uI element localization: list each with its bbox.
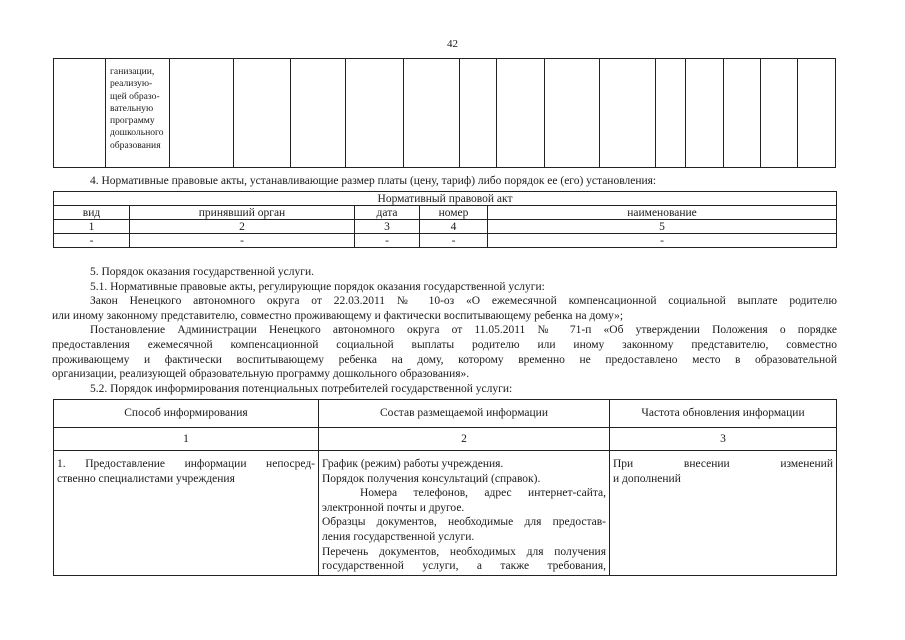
content-line: Порядок получения консультаций (справок). bbox=[322, 472, 541, 485]
table-cell: - bbox=[54, 234, 130, 248]
method-cell bbox=[54, 451, 319, 576]
page-number: 42 bbox=[447, 38, 458, 50]
frequency-line: и дополнений bbox=[613, 472, 681, 485]
col-header-authority: принявший орган bbox=[130, 206, 355, 220]
col-number: 3 bbox=[610, 428, 837, 451]
content-line: ления государственной услуги. bbox=[322, 530, 475, 543]
section5-block bbox=[52, 265, 837, 396]
section5-1-heading: 5.1. Нормативные правовые акты, регулирующие порядок оказания государственной услуги: bbox=[90, 280, 545, 293]
law2-line4: организации, реализующей образовательную программу дошкольного образования». bbox=[52, 368, 470, 381]
header-method: Способ информирования bbox=[54, 400, 319, 428]
col-header-type: вид bbox=[54, 206, 130, 220]
table-cell: - bbox=[355, 234, 420, 248]
col-number: 5 bbox=[488, 220, 837, 234]
acts-column-header-row bbox=[54, 206, 837, 220]
law2-line2: предоставления ежемесячной компенсационной социальной выплаты родителю или иному законному представителю, совместно bbox=[52, 338, 837, 351]
col-number: 3 bbox=[355, 220, 420, 234]
law1-line1: Закон Ненецкого автономного округа от 22.03.2011 № 10-оз «О ежемесячной компенсационной социальной выплате родителю bbox=[90, 295, 837, 308]
method-line: 1. Предоставление информации непосред- bbox=[57, 458, 315, 470]
informing-number-row bbox=[54, 428, 837, 451]
top-table-row bbox=[54, 59, 836, 168]
acts-group-header-row bbox=[54, 192, 837, 206]
col-number: 4 bbox=[420, 220, 488, 234]
section5-heading: 5. Порядок оказания государственной услуги. bbox=[90, 266, 314, 278]
col-number: 2 bbox=[319, 428, 610, 451]
col-header-date: дата bbox=[355, 206, 420, 220]
method-line: ственно специалистами учреждения bbox=[57, 472, 235, 485]
informing-table bbox=[53, 399, 837, 576]
acts-number-row bbox=[54, 220, 837, 234]
table-cell: - bbox=[488, 234, 837, 248]
frequency-cell bbox=[610, 451, 837, 576]
content-cell bbox=[319, 451, 610, 576]
header-frequency: Частота обновления информации bbox=[610, 400, 837, 428]
acts-group-header: Нормативный правовой акт bbox=[54, 192, 837, 206]
top-continuation-table bbox=[53, 58, 836, 168]
header-content: Состав размещаемой информации bbox=[319, 400, 610, 428]
acts-data-row bbox=[54, 234, 837, 248]
section5-2-heading: 5.2. Порядок информирования потенциальных потребителей государственной услуги: bbox=[90, 382, 513, 395]
table-cell: - bbox=[130, 234, 355, 248]
content-line: государственной услуги, а также требования, bbox=[322, 560, 606, 573]
informing-header-row bbox=[54, 400, 837, 428]
law2-line3: проживающему и фактически воспитывающему ребенка на дому, которому временно не предоставлено место в образовательной bbox=[52, 353, 837, 366]
normative-acts-table bbox=[53, 191, 837, 248]
col-number: 1 bbox=[54, 220, 130, 234]
col-number: 1 bbox=[54, 428, 319, 451]
content-line: электронной почты и другое. bbox=[322, 501, 465, 514]
section4-heading: 4. Нормативные правовые акты, устанавливающие размер платы (цену, тариф) либо порядок ее (его) установления: bbox=[90, 175, 657, 187]
content-line: Образцы документов, необходимые для предостав- bbox=[322, 516, 606, 529]
col-header-number: номер bbox=[420, 206, 488, 220]
content-line: График (режим) работы учреждения. bbox=[322, 458, 504, 470]
col-header-name: наименование bbox=[488, 206, 837, 220]
content-line: Номера телефонов, адрес интернет-сайта, bbox=[360, 487, 606, 500]
informing-row bbox=[54, 451, 837, 576]
col-number: 2 bbox=[130, 220, 355, 234]
law2-line1: Постановление Администрации Ненецкого автономного округа от 11.05.2011 № 71-п «Об утверждении Положения о порядке bbox=[90, 324, 837, 337]
law1-line2: или иному законному представителю, совместно проживающему и фактически воспитывающему ребенка на дому»; bbox=[52, 309, 624, 322]
frequency-line: При внесении изменений bbox=[613, 458, 833, 470]
table-cell: - bbox=[420, 234, 488, 248]
organization-cell: ганизации, реализую- щей образо- вательную программу дошкольного образования bbox=[106, 59, 170, 168]
content-line: Перечень документов, необходимых для получения bbox=[322, 545, 606, 558]
